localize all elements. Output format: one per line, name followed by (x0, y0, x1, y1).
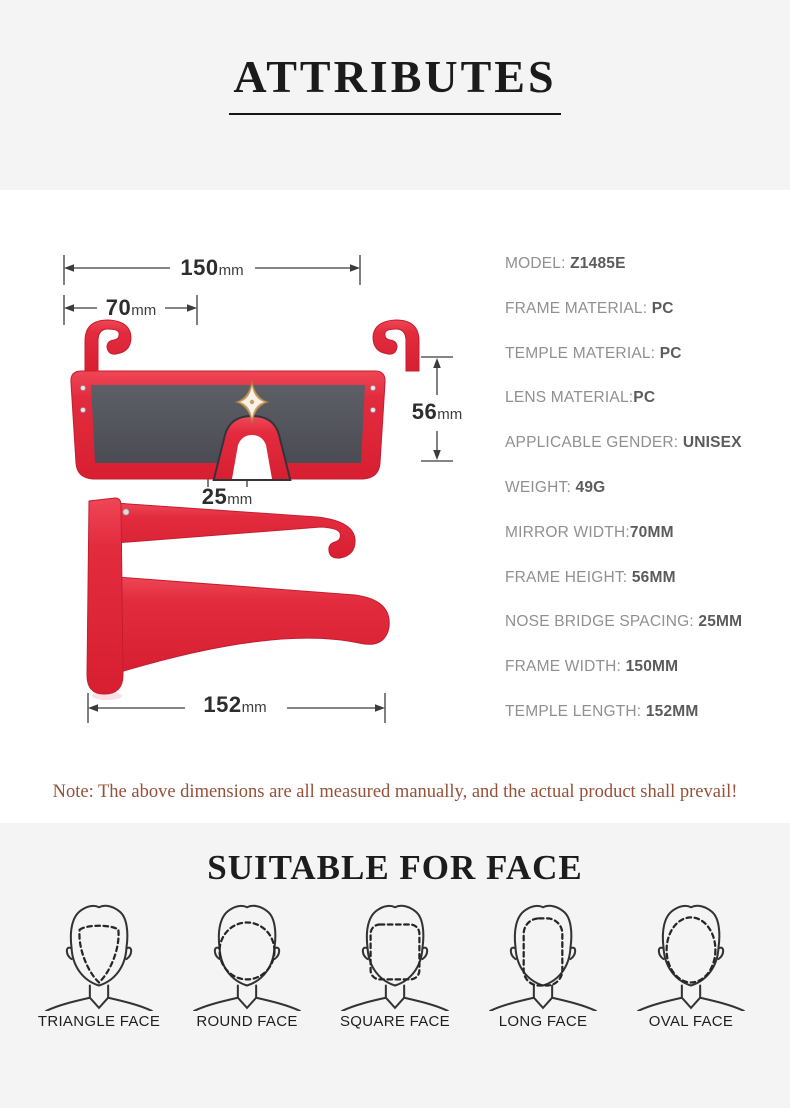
spec-label: TEMPLE MATERIAL: (505, 344, 660, 362)
dimension-label-frame-width: 150mm (180, 255, 244, 280)
spec-label: LENS MATERIAL: (505, 389, 634, 407)
spec-value: Z1485E (570, 255, 626, 272)
suitable-for-face-section (0, 823, 790, 1108)
spec-label: WEIGHT: (505, 478, 576, 496)
spec-value: PC (651, 299, 674, 317)
spec-row-gender (505, 434, 785, 450)
note-section (0, 780, 790, 823)
face-item-oval (620, 897, 762, 1030)
spec-label: TEMPLE LENGTH: (505, 702, 646, 720)
spec-label: APPLICABLE GENDER: (505, 434, 683, 452)
face-label: OVAL FACE (648, 1013, 734, 1030)
spec-label: NOSE BRIDGE SPACING: (505, 613, 699, 631)
square-face-icon (334, 897, 456, 1011)
dimension-label-temple-length: 152mm (203, 692, 267, 717)
spec-label: FRAME MATERIAL: (505, 299, 652, 317)
spec-label: MIRROR WIDTH: (505, 523, 630, 541)
hinge-detail (123, 509, 129, 515)
face-item-round (176, 897, 318, 1030)
round-face-icon (186, 897, 308, 1011)
sunglasses-dimension-diagram (25, 245, 485, 765)
face-label: SQUARE FACE (340, 1013, 450, 1030)
spec-row-weight (505, 479, 785, 495)
spec-row-nose-bridge (505, 613, 785, 629)
face-item-long (472, 897, 614, 1030)
right-temple-tip (373, 320, 419, 371)
spec-row-temple-length (505, 703, 785, 719)
spec-list (505, 255, 785, 748)
face-shapes-row (0, 889, 790, 1030)
spec-value: 70MM (629, 523, 674, 541)
spec-label: FRAME HEIGHT: (505, 568, 632, 586)
face-item-square (324, 897, 466, 1030)
sunglasses-front-view (71, 320, 419, 479)
spec-value: UNISEX (682, 434, 742, 452)
spec-row-model (505, 255, 785, 271)
dimension-label-frame-height: 56mm (411, 399, 463, 424)
face-item-triangle (28, 897, 170, 1030)
spec-value: 152MM (645, 702, 699, 720)
measurement-note: Note: The above dimensions are all measured manually, and the actual product shall prevail! (52, 782, 738, 802)
frame-side-block (87, 498, 123, 694)
dimension-label-nose-bridge: 25mm (201, 484, 253, 509)
oval-face-icon (630, 897, 752, 1011)
spec-row-frame-material (505, 300, 785, 316)
spec-row-frame-height (505, 569, 785, 585)
lower-temple-arm (117, 577, 389, 673)
spec-value: PC (633, 389, 656, 407)
upper-temple-arm (115, 503, 355, 558)
suitable-for-face-title: SUITABLE FOR FACE (207, 848, 583, 887)
spec-label: MODEL: (505, 255, 571, 272)
product-spec-section (0, 190, 790, 780)
face-label: LONG FACE (498, 1013, 588, 1030)
spec-value: 49G (575, 478, 606, 496)
spec-value: 25MM (698, 613, 743, 631)
triangle-face-icon (38, 897, 160, 1011)
attributes-header-section (0, 0, 790, 190)
spec-value: 56MM (631, 568, 676, 586)
spec-row-lens-material (505, 389, 785, 405)
spec-label: FRAME WIDTH: (505, 658, 626, 676)
face-label: TRIANGLE FACE (37, 1013, 161, 1030)
spec-row-frame-width (505, 658, 785, 674)
sunglasses-side-view (87, 498, 389, 700)
spec-value: PC (659, 344, 682, 362)
attributes-title: ATTRIBUTES (229, 0, 560, 115)
face-label: ROUND FACE (196, 1013, 298, 1030)
spec-row-mirror-width (505, 524, 785, 540)
dimension-label-lens-width: 70mm (105, 295, 157, 320)
left-temple-tip (85, 320, 131, 371)
spec-value: 150MM (625, 658, 679, 676)
spec-row-temple-material (505, 345, 785, 361)
long-face-icon (482, 897, 604, 1011)
